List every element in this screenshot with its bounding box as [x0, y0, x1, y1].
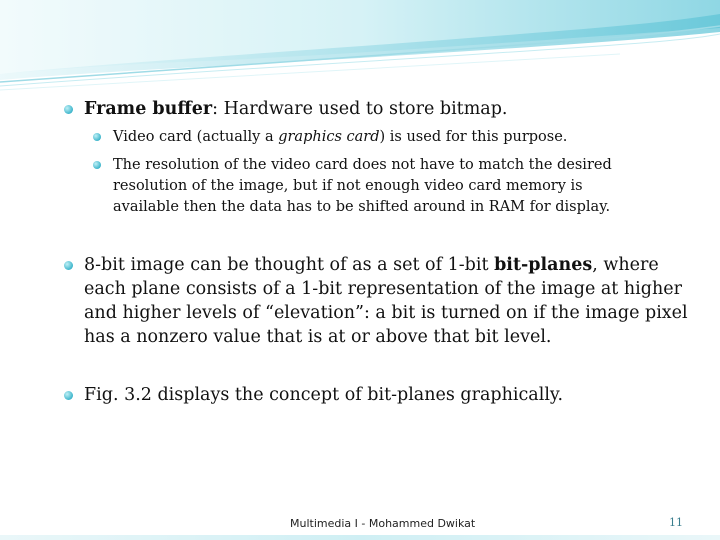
bullet-dot-icon: [64, 261, 73, 270]
bullet-dot-icon: [64, 391, 73, 400]
term-frame-buffer: Frame buffer: [84, 99, 213, 119]
footer-text: Multimedia I - Mohammed Dwikat: [290, 517, 476, 530]
bullet-fig-3-2: Fig. 3.2 displays the concept of bit-planes graphically.: [64, 383, 704, 407]
header-wave-decoration: [0, 0, 720, 110]
term-video-card: Video card: [113, 129, 193, 145]
bullet-frame-buffer: Frame buffer: Hardware used to store bitmap.: [64, 97, 704, 121]
bullet-dot-icon: [93, 161, 101, 169]
sub-bullet-video-card: Video card (actually a graphics card) is used for this purpose.: [93, 127, 713, 148]
bullet-dot-icon: [93, 133, 101, 141]
bottom-divider: [0, 535, 720, 540]
page-number: 11: [669, 516, 683, 529]
sub-bullet-resolution: The resolution of the video card does not have to match the desired resolution of the image, but if not enough video card memory is available then the data has to be shifted around in RAM for display.: [93, 155, 713, 218]
bullet-dot-icon: [64, 105, 73, 114]
term-bit-planes: bit-planes: [494, 255, 593, 275]
bullet-bit-planes: 8-bit image can be thought of as a set of 1-bit bit-planes, where each plane consists of a 1-bit representation of the image at higher and higher levels of “elevation”: a bit is turned on if the image pixel has a nonzero value that is at or above that bit level.: [64, 253, 714, 349]
